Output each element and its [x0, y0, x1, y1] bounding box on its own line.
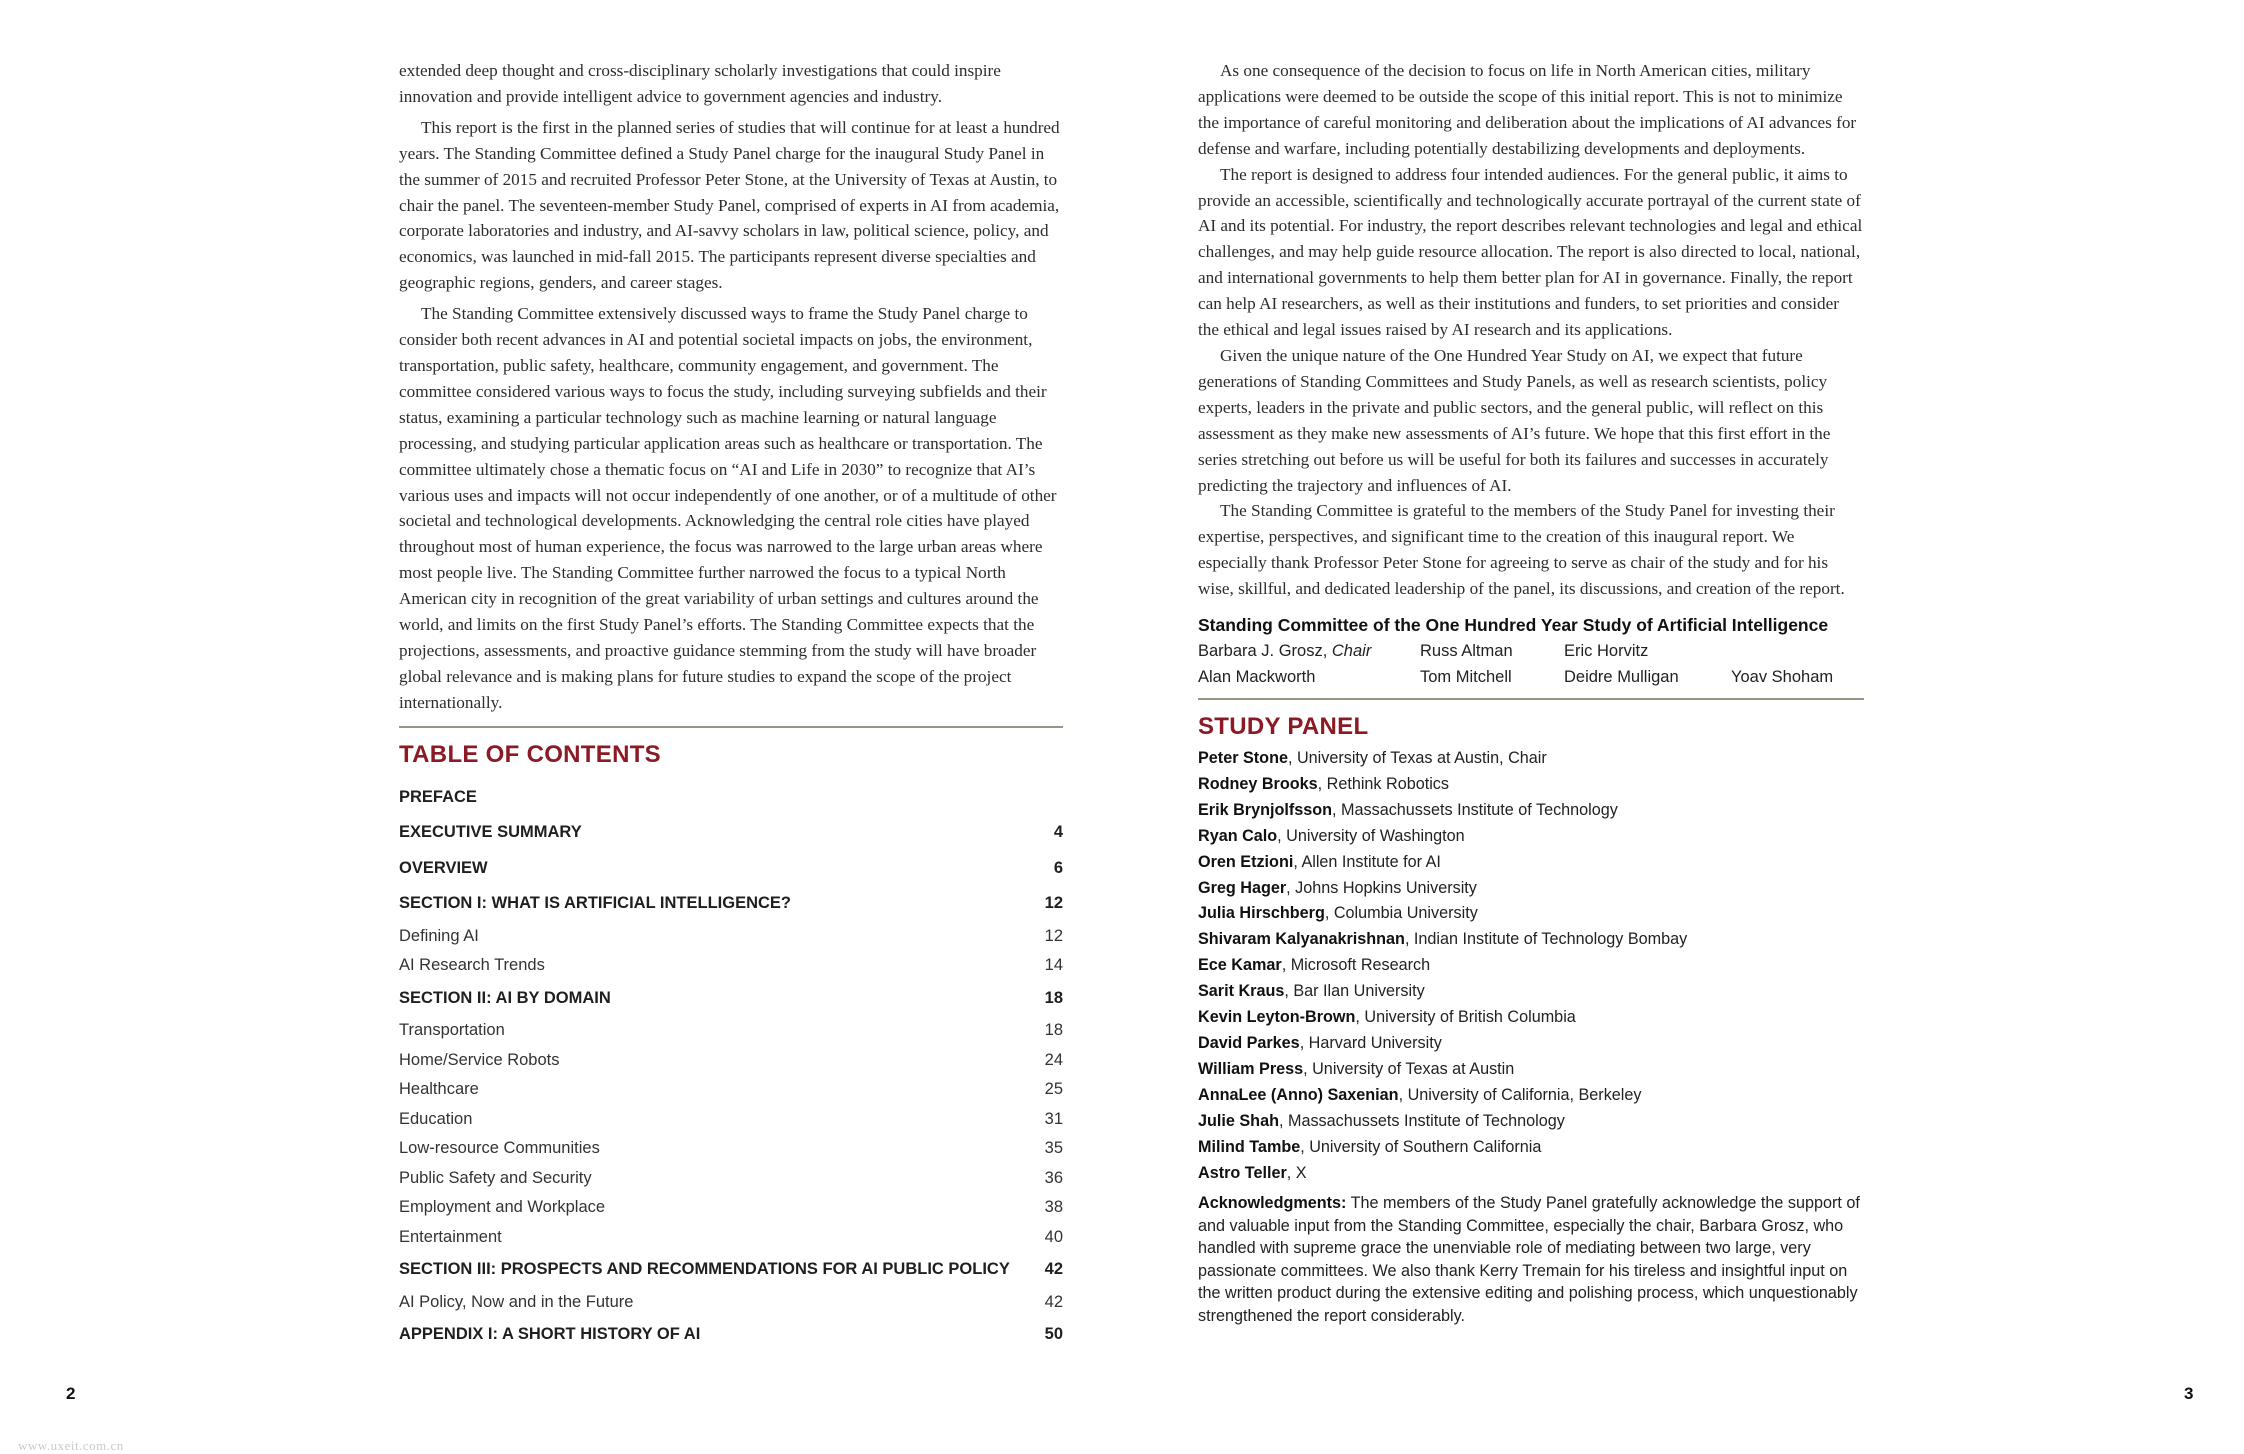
toc-entry[interactable] — [399, 815, 1063, 851]
panel-member-name: Peter Stone — [1198, 749, 1288, 768]
toc-entry[interactable] — [399, 1016, 1063, 1046]
body-paragraph: The Standing Committee extensively discussed ways to frame the Study Panel charge to consider both recent advances in AI and potential societal impacts on jobs, the environment, transportation, public safety, healthcare, community engagement, and government. The committee considered various ways to focus the study, including surveying subfields and their status, examining a particular technology such as machine learning or natural language processing, and studying particular application areas such as healthcare or transportation. The committee ultimately chose a thematic focus on “AI and Life in 2030” to recognize that AI’s various uses and impacts will not occur independently of one another, or of a multitude of other societal and technological developments. Acknowledging the central role cities have played throughout most of human experience, the focus was narrowed to the large urban areas where most people live. The Standing Committee further narrowed the focus to a typical North American city in recognition of the great variability of urban settings and cultures around the world, and limits on the first Study Panel’s efforts. The Standing Committee expects that the projections, assessments, and proactive guidance stemming from the study will have broader global relevance and is making plans for future studies to expand the scope of the project internationally. — [399, 304, 1057, 712]
panel-member-name: Greg Hager — [1198, 878, 1287, 897]
toc-entry[interactable] — [399, 1317, 1063, 1353]
panel-member — [1198, 1109, 1864, 1135]
panel-member-name: Shivaram Kalyanakrishnan — [1198, 930, 1405, 949]
panel-member — [1198, 850, 1864, 876]
committee-chair-name: Barbara J. Grosz, — [1198, 642, 1328, 661]
study-panel-list — [1198, 746, 1864, 1186]
committee-member: Yoav Shoham — [1731, 668, 1834, 687]
toc-entry-page: 35 — [1044, 1139, 1063, 1158]
study-panel-heading: STUDY PANEL — [1198, 713, 1369, 741]
toc-entry[interactable] — [399, 981, 1063, 1017]
toc-entry-page: 4 — [1053, 823, 1063, 842]
body-paragraph: This report is the first in the planned series of studies that will continue for at least a hundred years. The Standing Committee defined a Study Panel charge for the inaugural Study Panel in the summer of 2015 and recruited Professor Peter Stone, at the University of Texas at Austin, to chair the panel. The seventeen-member Study Panel, comprised of experts in AI from academia, corporate laboratories and industry, and AI-savvy scholars in law, political science, policy, and economics, was launched in mid-fall 2015. The participants represent diverse specialties and geographic regions, genders, and career stages. — [399, 117, 1060, 293]
panel-member — [1198, 927, 1864, 953]
toc-entry-label: APPENDIX I: A SHORT HISTORY OF AI — [399, 1325, 701, 1344]
body-paragraph: The Standing Committee is grateful to the members of the Study Panel for investing their expertise, perspectives, and significant time to the creation of this inaugural report. We especially thank Professor Peter Stone for agreeing to serve as chair of the study and for his wise, skillful, and dedicated leadership of the panel, its discussions, and creation of the report. — [1198, 501, 1845, 599]
left-page-number: 2 — [66, 1384, 76, 1403]
toc-entry-label: Employment and Workplace — [399, 1198, 606, 1217]
panel-member — [1198, 772, 1864, 798]
toc-entry-label: AI Policy, Now and in the Future — [399, 1292, 634, 1311]
panel-member-name: David Parkes — [1198, 1034, 1300, 1052]
panel-member — [1198, 824, 1864, 850]
toc-entry-page: 42 — [1044, 1292, 1063, 1311]
panel-member-name: Julie Shah — [1198, 1111, 1279, 1130]
left-page-column — [399, 58, 1063, 1353]
panel-member — [1198, 876, 1864, 902]
panel-member — [1198, 746, 1864, 772]
acknowledgments-label: Acknowledgments: — [1198, 1194, 1347, 1213]
panel-member-affiliation: , Johns Hopkins University — [1286, 878, 1477, 897]
panel-member — [1198, 979, 1864, 1005]
panel-member — [1198, 1135, 1864, 1161]
committee-member — [1731, 638, 1864, 664]
toc-entry-page: 12 — [1044, 894, 1063, 913]
panel-member-affiliation: , University of Washington — [1277, 826, 1465, 845]
toc-entry[interactable] — [399, 1252, 1063, 1288]
panel-member — [1198, 953, 1864, 979]
right-page-number: 3 — [2184, 1384, 2194, 1403]
toc-entry[interactable] — [399, 1164, 1063, 1194]
toc-entry-page: 12 — [1044, 926, 1063, 945]
panel-member-name: Rodney Brooks — [1198, 774, 1318, 793]
table-of-contents — [399, 780, 1063, 1353]
toc-entry-label: SECTION I: WHAT IS ARTIFICIAL INTELLIGENCE? — [399, 894, 792, 913]
panel-member-name: Sarit Kraus — [1198, 982, 1285, 1001]
toc-entry[interactable] — [399, 1075, 1063, 1105]
toc-entry[interactable] — [399, 1105, 1063, 1135]
panel-member-name: Ryan Calo — [1198, 826, 1278, 845]
panel-member-affiliation: , University of Texas at Austin — [1303, 1059, 1515, 1078]
toc-entry-page: 18 — [1044, 1021, 1063, 1040]
toc-entry[interactable] — [399, 1288, 1063, 1318]
toc-entry-page: 36 — [1044, 1168, 1063, 1187]
panel-member-name: William Press — [1198, 1059, 1304, 1078]
panel-member — [1198, 1057, 1864, 1083]
panel-member-name: Oren Etzioni — [1198, 852, 1294, 871]
toc-entry-label: SECTION II: AI BY DOMAIN — [399, 988, 611, 1007]
committee-member: Eric Horvitz — [1564, 642, 1649, 661]
committee-member: Alan Mackworth — [1198, 668, 1316, 687]
panel-member — [1198, 1005, 1864, 1031]
panel-member-affiliation: , Microsoft Research — [1281, 956, 1431, 975]
panel-member-affiliation: , Rethink Robotics — [1317, 774, 1449, 793]
panel-member-name: AnnaLee (Anno) Saxenian — [1198, 1085, 1399, 1104]
toc-entry-label: AI Research Trends — [399, 956, 545, 975]
toc-entry[interactable] — [399, 851, 1063, 887]
panel-divider — [1198, 698, 1864, 700]
toc-entry-label: PREFACE — [399, 787, 477, 806]
panel-member-affiliation: , Massachussets Institute of Technology — [1332, 800, 1618, 819]
panel-member-affiliation: , University of Southern California — [1300, 1137, 1542, 1156]
panel-member-affiliation: , University of Texas at Austin, Chair — [1287, 749, 1547, 768]
toc-entry-page: 31 — [1044, 1109, 1063, 1128]
panel-member-affiliation: , X — [1286, 1163, 1307, 1182]
toc-entry-label: Education — [399, 1109, 473, 1128]
toc-entry[interactable] — [399, 886, 1063, 922]
body-paragraph: The report is designed to address four intended audiences. For the general public, it aims to provide an accessible, scientifically and technologically accurate portrayal of the current state of AI and its potential. For industry, the report describes relevant technologies and legal and ethical challenges, and may help guide resource allocation. The report is also directed to local, national, and international governments to help them better plan for AI in governance. Finally, the report can help AI researchers, as well as their institutions and funders, to set priorities and consider the ethical and legal issues raised by AI research and its applications. — [1198, 164, 1863, 340]
left-paragraphs — [399, 58, 1063, 716]
right-page-column — [1198, 58, 1864, 1327]
panel-member-name: Julia Hirschberg — [1198, 904, 1325, 923]
toc-entry-label: Transportation — [399, 1021, 505, 1040]
committee-chair-role: Chair — [1331, 642, 1372, 661]
body-paragraph: As one consequence of the decision to focus on life in North American cities, military applications were deemed to be outside the scope of this initial report. This is not to minimize the importance of careful monitoring and deliberation about the implications of AI advances for defense and warfare, including potentially destabilizing developments and deployments. — [1198, 61, 1857, 158]
committee-members — [1198, 638, 1864, 690]
panel-member-affiliation: , Allen Institute for AI — [1293, 852, 1441, 871]
toc-entry[interactable] — [399, 951, 1063, 981]
toc-entry-label: Low-resource Communities — [399, 1139, 600, 1158]
panel-member — [1198, 1031, 1864, 1057]
panel-member-affiliation: , Indian Institute of Technology Bombay — [1404, 930, 1688, 949]
panel-member-affiliation: , Harvard University — [1299, 1034, 1442, 1052]
panel-member-affiliation: , University of British Columbia — [1355, 1008, 1576, 1027]
panel-member-affiliation: , University of California, Berkeley — [1398, 1085, 1642, 1104]
panel-member — [1198, 798, 1864, 824]
toc-entry-page: 25 — [1044, 1080, 1063, 1099]
panel-member-name: Milind Tambe — [1198, 1137, 1301, 1156]
toc-divider — [399, 726, 1063, 728]
toc-entry-label: SECTION III: PROSPECTS AND RECOMMENDATIONS FOR AI PUBLIC POLICY — [399, 1260, 1010, 1279]
toc-entry-page: 38 — [1044, 1198, 1063, 1217]
panel-member-name: Astro Teller — [1198, 1163, 1287, 1182]
panel-member-name: Erik Brynjolfsson — [1198, 800, 1333, 819]
toc-entry[interactable] — [399, 1046, 1063, 1076]
toc-entry-label: Entertainment — [399, 1227, 502, 1246]
committee-member: Deidre Mulligan — [1564, 668, 1679, 687]
panel-member-affiliation: , Bar Ilan University — [1284, 982, 1425, 1001]
body-paragraph: Given the unique nature of the One Hundred Year Study on AI, we expect that future generations of Standing Committees and Study Panels, as well as research scientists, policy experts, leaders in the private and public sectors, and the general public, will reflect on this assessment as they make new assessments of AI’s future. We hope that this first effort in the series stretching out before us will be useful for both its failures and successes in accurately predicting the trajectory and influences of AI. — [1198, 345, 1831, 495]
toc-entry[interactable] — [399, 1134, 1063, 1164]
committee-chair — [1198, 638, 1420, 664]
panel-member-name: Ece Kamar — [1198, 956, 1282, 975]
body-paragraph: extended deep thought and cross-disciplinary scholarly investigations that could inspire innovation and provide intelligent advice to government agencies and industry. — [399, 61, 1001, 106]
committee-member: Tom Mitchell — [1420, 668, 1512, 687]
toc-entry-label: EXECUTIVE SUMMARY — [399, 823, 582, 842]
panel-member — [1198, 1083, 1864, 1109]
committee-title: Standing Committee of the One Hundred Year Study of Artificial Intelligence — [1198, 615, 1829, 636]
toc-entry-page: 40 — [1044, 1227, 1063, 1246]
toc-entry-page: 24 — [1044, 1050, 1063, 1069]
panel-member — [1198, 1161, 1864, 1187]
panel-member-affiliation: , Massachussets Institute of Technology — [1278, 1111, 1565, 1130]
acknowledgments-text: The members of the Study Panel gratefully acknowledge the support of and valuable input from the Standing Committee, especially the chair, Barbara Grosz, who handled with supreme grace the unenviable role of mediating between two large, very passionate committees. We also thank Kerry Tremain for his tireless and insightful input on the written product during the extensive editing and polishing process, which unquestionably strengthened the report considerably. — [1198, 1194, 1860, 1325]
toc-entry[interactable] — [399, 780, 1063, 816]
toc-entry-label: Public Safety and Security — [399, 1168, 592, 1187]
panel-member-name: Kevin Leyton-Brown — [1198, 1008, 1356, 1027]
watermark: www.uxeit.com.cn — [18, 1438, 124, 1453]
panel-member — [1198, 901, 1864, 927]
toc-entry-label: Healthcare — [399, 1080, 479, 1099]
acknowledgments — [1198, 1192, 1864, 1327]
toc-entry[interactable] — [399, 1223, 1063, 1253]
panel-member-affiliation: , Columbia University — [1324, 904, 1478, 923]
toc-entry-page: 50 — [1044, 1325, 1063, 1344]
toc-entry-label: Home/Service Robots — [399, 1050, 560, 1069]
toc-entry-label: OVERVIEW — [399, 858, 488, 877]
toc-entry-page: 6 — [1053, 858, 1063, 877]
toc-entry[interactable] — [399, 922, 1063, 952]
right-paragraphs — [1198, 58, 1864, 602]
toc-entry-page: 42 — [1044, 1260, 1063, 1279]
toc-entry-page: 14 — [1044, 956, 1063, 975]
toc-entry-page: 18 — [1044, 988, 1063, 1007]
toc-heading: TABLE OF CONTENTS — [399, 740, 661, 768]
toc-entry-label: Defining AI — [399, 926, 479, 945]
toc-entry[interactable] — [399, 1193, 1063, 1223]
committee-member: Russ Altman — [1420, 642, 1513, 661]
